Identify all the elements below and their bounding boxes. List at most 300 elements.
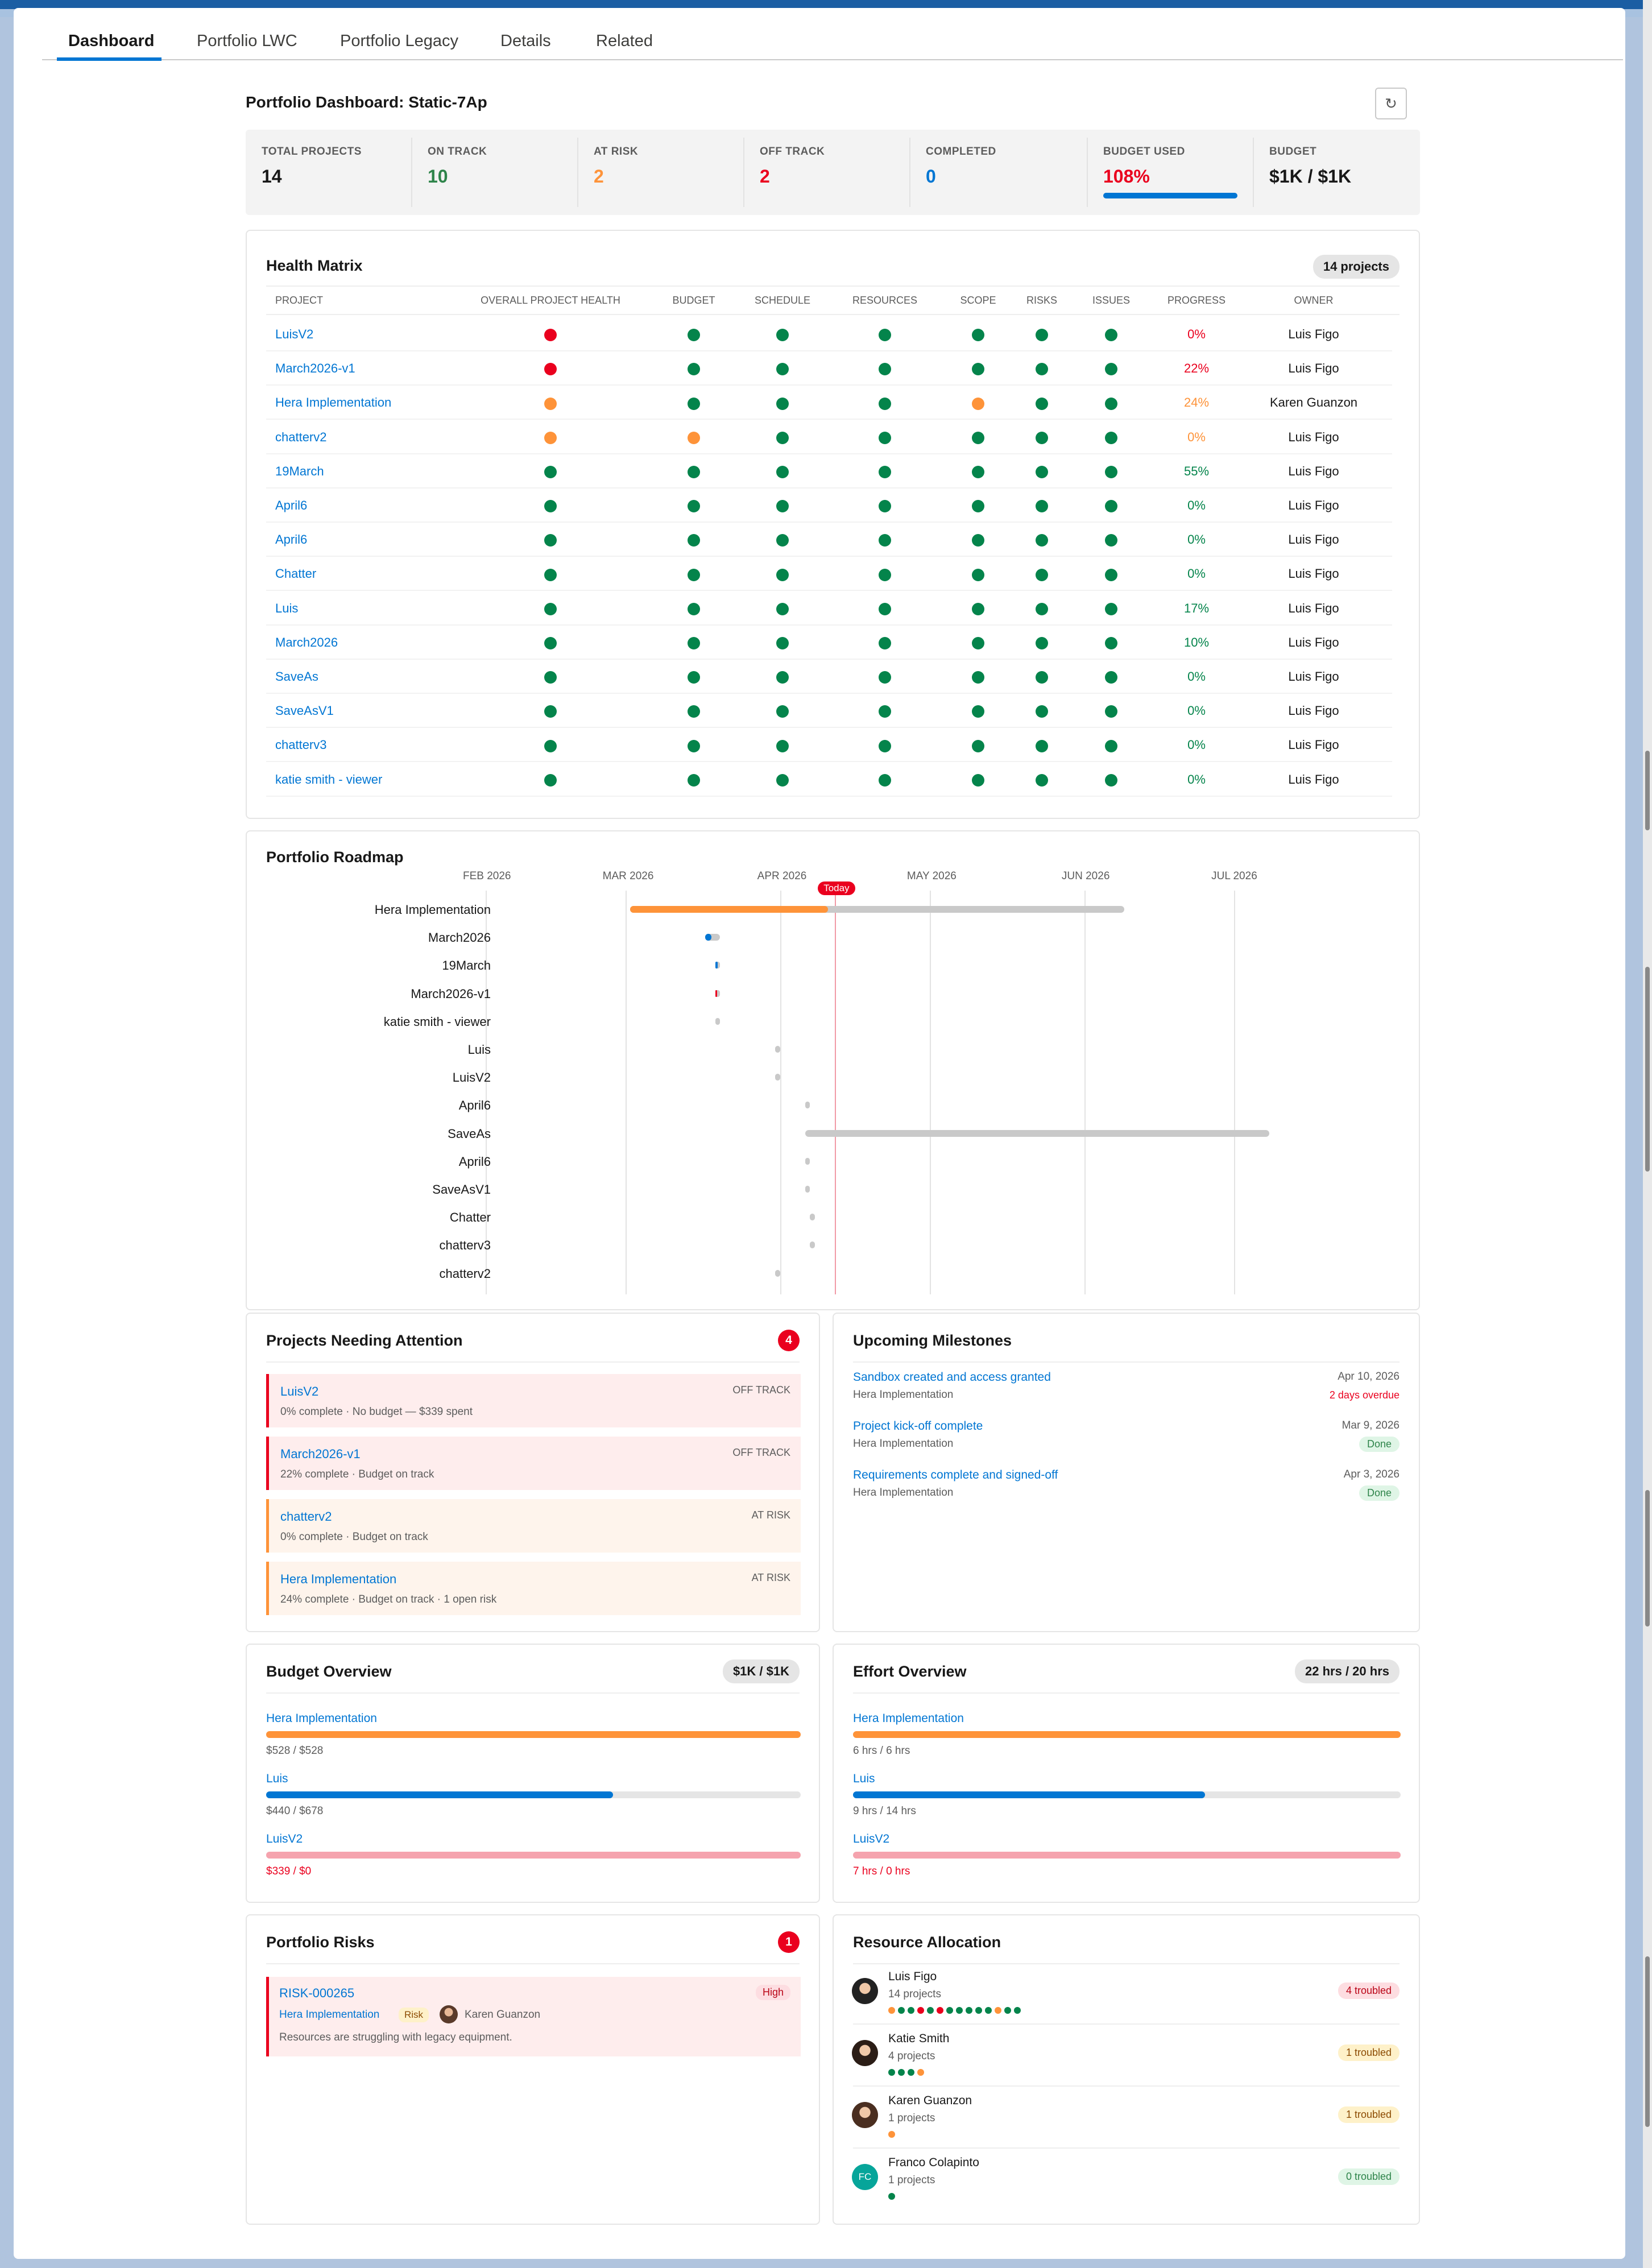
health-cell-overall-project-health bbox=[539, 489, 562, 523]
budget-used-progress-fill bbox=[1103, 193, 1237, 198]
status-dot-icon bbox=[985, 2007, 992, 2014]
health-cell-budget bbox=[682, 523, 705, 557]
health-cell-overall-project-health bbox=[539, 728, 562, 762]
status-dot-icon bbox=[972, 534, 984, 547]
status-dot-icon bbox=[972, 500, 984, 512]
status-dot-icon bbox=[544, 466, 557, 478]
health-cell-schedule bbox=[771, 694, 794, 728]
health-cell-overall-project-health bbox=[539, 351, 562, 386]
status-dot-icon bbox=[972, 637, 984, 649]
health-cell-schedule bbox=[771, 454, 794, 489]
health-cell-resources bbox=[873, 351, 896, 386]
health-cell-resources bbox=[873, 694, 896, 728]
status-dot-icon bbox=[879, 774, 891, 787]
status-dot-icon bbox=[544, 500, 557, 512]
stat-budget bbox=[1253, 130, 1420, 215]
tab-related[interactable]: Related bbox=[596, 32, 653, 50]
roadmap-bar[interactable] bbox=[805, 1186, 810, 1193]
project-link[interactable]: katie smith - viewer bbox=[275, 772, 383, 787]
divider bbox=[266, 1692, 800, 1694]
column-header-risks: RISKS bbox=[1026, 295, 1058, 306]
roadmap-bar[interactable] bbox=[775, 1074, 780, 1081]
status-dot-icon bbox=[776, 637, 789, 649]
roadmap-project-label: Hera Implementation bbox=[374, 903, 491, 917]
progress-value: 0% bbox=[1187, 532, 1206, 547]
status-dot-icon bbox=[1105, 398, 1117, 410]
project-link[interactable]: SaveAsV1 bbox=[275, 703, 334, 718]
status-dot-icon bbox=[898, 2069, 905, 2076]
health-cell-resources bbox=[873, 420, 896, 454]
roadmap-bar[interactable] bbox=[810, 1241, 815, 1248]
status-dot-icon bbox=[972, 705, 984, 718]
project-link[interactable]: Hera Implementation bbox=[275, 395, 392, 410]
page-title: Portfolio Dashboard: Static-7Ap bbox=[246, 93, 487, 111]
roadmap-bar[interactable] bbox=[715, 962, 721, 969]
status-dot-icon bbox=[888, 2007, 895, 2014]
effort-bar-track bbox=[853, 1731, 1401, 1738]
roadmap-bar[interactable] bbox=[805, 1158, 810, 1165]
month-label: MAY 2026 bbox=[906, 870, 957, 882]
health-cell-overall-project-health bbox=[539, 523, 562, 557]
budget-used-progress bbox=[1103, 193, 1237, 198]
health-cell-scope bbox=[967, 660, 989, 694]
health-cell-risks bbox=[1030, 351, 1053, 386]
table-row bbox=[266, 763, 1392, 797]
attention-project-link[interactable]: March2026-v1 bbox=[280, 1447, 361, 1461]
stat-value: 2 bbox=[760, 166, 770, 187]
status-dot-icon bbox=[1105, 466, 1117, 478]
progress-value: 0% bbox=[1187, 566, 1206, 581]
resource-name: Katie Smith bbox=[888, 2032, 950, 2045]
budget-project-link[interactable]: LuisV2 bbox=[266, 1832, 303, 1845]
status-dot-icon bbox=[908, 2007, 914, 2014]
health-cell-schedule bbox=[771, 557, 794, 591]
project-link[interactable]: March2026 bbox=[275, 635, 338, 649]
roadmap-bar-progress bbox=[715, 962, 718, 969]
health-cell-risks bbox=[1030, 557, 1053, 591]
vertical-scrollbar[interactable] bbox=[1643, 0, 1652, 2268]
health-cell-budget bbox=[682, 317, 705, 351]
health-cell-resources bbox=[873, 626, 896, 660]
health-cell-budget bbox=[682, 557, 705, 591]
health-cell-budget bbox=[682, 728, 705, 762]
progress-value: 0% bbox=[1187, 327, 1206, 341]
progress-value: 0% bbox=[1187, 429, 1206, 444]
health-cell-budget bbox=[682, 489, 705, 523]
status-dot-icon bbox=[1105, 671, 1117, 684]
table-row bbox=[266, 694, 1392, 728]
status-dot-icon bbox=[1004, 2007, 1011, 2014]
column-header-progress: PROGRESS bbox=[1167, 295, 1226, 306]
health-cell-resources bbox=[873, 660, 896, 694]
status-dot-icon bbox=[956, 2007, 963, 2014]
attention-project-link[interactable]: Hera Implementation bbox=[280, 1572, 397, 1586]
status-dot-icon bbox=[972, 740, 984, 752]
status-dot-icon bbox=[688, 569, 700, 581]
status-dot-icon bbox=[1105, 534, 1117, 547]
resource-health-dots bbox=[888, 2130, 898, 2138]
roadmap-bar[interactable] bbox=[630, 906, 1124, 913]
month-label: FEB 2026 bbox=[463, 870, 511, 882]
resource-allocation-card bbox=[833, 1914, 1420, 2225]
status-dot-icon bbox=[966, 2007, 972, 2014]
milestone-date: Apr 3, 2026 bbox=[1343, 1468, 1400, 1480]
troubled-count-badge: 1 troubled bbox=[1338, 2106, 1400, 2123]
attention-detail: 0% complete · No budget — $339 spent bbox=[280, 1406, 473, 1418]
milestone-project: Hera Implementation bbox=[853, 1389, 954, 1401]
attention-detail: 24% complete · Budget on track · 1 open risk bbox=[280, 1594, 497, 1605]
column-header-schedule: SCHEDULE bbox=[754, 295, 811, 306]
roadmap-bar[interactable] bbox=[775, 1270, 780, 1277]
column-header-issues: ISSUES bbox=[1092, 295, 1131, 306]
owner-name: Luis Figo bbox=[1288, 669, 1339, 684]
progress-value: 0% bbox=[1187, 703, 1206, 718]
health-cell-schedule bbox=[771, 386, 794, 420]
health-cell-issues bbox=[1100, 763, 1123, 797]
troubled-count-badge: 0 troubled bbox=[1338, 2168, 1400, 2185]
status-dot-icon bbox=[1105, 329, 1117, 341]
health-cell-scope bbox=[967, 317, 989, 351]
status-dot-icon bbox=[1105, 603, 1117, 615]
status-dot-icon bbox=[908, 2069, 914, 2076]
done-badge: Done bbox=[1359, 1485, 1400, 1501]
tab-portfolio-lwc[interactable]: Portfolio LWC bbox=[197, 32, 297, 50]
overdue-label: 2 days overdue bbox=[1329, 1389, 1400, 1401]
effort-value: 6 hrs / 6 hrs bbox=[853, 1745, 910, 1757]
resource-health-dots bbox=[888, 2068, 927, 2076]
attention-project-link[interactable]: chatterv2 bbox=[280, 1509, 332, 1524]
stat-divider bbox=[411, 138, 412, 207]
health-cell-overall-project-health bbox=[539, 626, 562, 660]
health-cell-risks bbox=[1030, 420, 1053, 454]
stat-label: OFF TRACK bbox=[760, 146, 825, 158]
health-cell-overall-project-health bbox=[539, 386, 562, 420]
status-dot-icon bbox=[776, 466, 789, 478]
status-dot-icon bbox=[1036, 534, 1048, 547]
portfolio-roadmap-card bbox=[246, 830, 1420, 1310]
stat-divider bbox=[1087, 138, 1088, 207]
health-cell-budget bbox=[682, 386, 705, 420]
status-dot-icon bbox=[879, 705, 891, 718]
effort-bar-track bbox=[853, 1852, 1401, 1859]
status-dot-icon bbox=[879, 740, 891, 752]
effort-value: 7 hrs / 0 hrs bbox=[853, 1865, 910, 1877]
today-line bbox=[835, 891, 836, 1294]
milestone-link[interactable]: Sandbox created and access granted bbox=[853, 1371, 1051, 1384]
health-cell-budget bbox=[682, 351, 705, 386]
effort-project-link[interactable]: LuisV2 bbox=[853, 1832, 890, 1845]
status-dot-icon bbox=[975, 2007, 982, 2014]
stat-value: 10 bbox=[428, 166, 448, 187]
project-link[interactable]: SaveAs bbox=[275, 669, 318, 684]
budget-total-badge: $1K / $1K bbox=[723, 1659, 800, 1683]
health-cell-schedule bbox=[771, 660, 794, 694]
effort-project-link[interactable]: Luis bbox=[853, 1772, 875, 1785]
risk-id-link[interactable]: RISK-000265 bbox=[279, 1986, 355, 2000]
month-label: JUL 2026 bbox=[1211, 870, 1257, 882]
avatar: FC bbox=[852, 2164, 878, 2190]
milestone-link[interactable]: Project kick-off complete bbox=[853, 1419, 983, 1433]
roadmap-bar[interactable] bbox=[805, 1102, 810, 1108]
budget-project-link[interactable]: Luis bbox=[266, 1772, 288, 1785]
health-cell-overall-project-health bbox=[539, 694, 562, 728]
status-dot-icon bbox=[879, 363, 891, 375]
health-matrix-card bbox=[246, 230, 1420, 819]
status-dot-icon bbox=[879, 432, 891, 444]
status-dot-icon bbox=[898, 2007, 905, 2014]
health-cell-risks bbox=[1030, 523, 1053, 557]
owner-name: Luis Figo bbox=[1288, 772, 1339, 787]
roadmap-bar[interactable] bbox=[715, 1018, 721, 1025]
column-header-scope: SCOPE bbox=[960, 295, 996, 306]
owner-name: Karen Guanzon bbox=[1269, 395, 1358, 410]
summary-stats-bar bbox=[246, 130, 1420, 215]
project-link[interactable]: Chatter bbox=[275, 566, 317, 581]
owner-name: Luis Figo bbox=[1288, 498, 1339, 512]
attention-status: OFF TRACK bbox=[732, 1384, 790, 1396]
status-dot-icon bbox=[1036, 740, 1048, 752]
status-dot-icon bbox=[946, 2007, 953, 2014]
health-cell-issues bbox=[1100, 557, 1123, 591]
stat-on-track bbox=[412, 130, 578, 215]
resource-health-dots bbox=[888, 2006, 1024, 2014]
health-cell-issues bbox=[1100, 523, 1123, 557]
table-row bbox=[266, 386, 1392, 420]
stat-label: TOTAL PROJECTS bbox=[262, 146, 362, 158]
health-cell-budget bbox=[682, 454, 705, 489]
status-dot-icon bbox=[879, 671, 891, 684]
status-dot-icon bbox=[879, 569, 891, 581]
project-link[interactable]: March2026-v1 bbox=[275, 361, 355, 376]
health-cell-budget bbox=[682, 420, 705, 454]
stat-divider bbox=[577, 138, 578, 207]
attention-detail: 0% complete · Budget on track bbox=[280, 1531, 428, 1543]
risk-type-tag: Risk bbox=[399, 2008, 429, 2022]
portfolio-risks-card bbox=[246, 1914, 820, 2225]
budget-bar-fill bbox=[266, 1731, 801, 1738]
tab-portfolio-legacy[interactable]: Portfolio Legacy bbox=[340, 32, 458, 50]
health-cell-resources bbox=[873, 317, 896, 351]
health-cell-resources bbox=[873, 763, 896, 797]
health-cell-risks bbox=[1030, 763, 1053, 797]
status-dot-icon bbox=[879, 534, 891, 547]
health-cell-scope bbox=[967, 523, 989, 557]
health-cell-issues bbox=[1100, 489, 1123, 523]
status-dot-icon bbox=[688, 637, 700, 649]
status-dot-icon bbox=[972, 329, 984, 341]
attention-detail: 22% complete · Budget on track bbox=[280, 1468, 434, 1480]
status-dot-icon bbox=[972, 432, 984, 444]
status-dot-icon bbox=[776, 329, 789, 341]
roadmap-bar-progress bbox=[715, 990, 718, 997]
health-cell-resources bbox=[873, 523, 896, 557]
troubled-count-badge: 1 troubled bbox=[1338, 2044, 1400, 2061]
month-gridline bbox=[626, 891, 627, 1294]
divider bbox=[853, 1692, 1400, 1694]
attention-status: OFF TRACK bbox=[732, 1447, 790, 1458]
projects-needing-attention-card bbox=[246, 1313, 820, 1632]
roadmap-project-label: April6 bbox=[458, 1154, 491, 1169]
status-dot-icon bbox=[1036, 500, 1048, 512]
attention-item bbox=[266, 1562, 801, 1615]
owner-name: Luis Figo bbox=[1288, 327, 1339, 341]
health-cell-risks bbox=[1030, 694, 1053, 728]
status-dot-icon bbox=[972, 774, 984, 787]
table-row bbox=[266, 317, 1392, 351]
project-link[interactable]: LuisV2 bbox=[275, 327, 314, 341]
status-dot-icon bbox=[688, 534, 700, 547]
status-dot-icon bbox=[972, 603, 984, 615]
status-dot-icon bbox=[1036, 603, 1048, 615]
status-dot-icon bbox=[688, 432, 700, 444]
roadmap-project-label: chatterv2 bbox=[439, 1266, 491, 1281]
project-link[interactable]: April6 bbox=[275, 532, 308, 547]
health-cell-risks bbox=[1030, 317, 1053, 351]
health-cell-scope bbox=[967, 694, 989, 728]
attention-item bbox=[266, 1374, 801, 1427]
milestone-project: Hera Implementation bbox=[853, 1487, 954, 1499]
status-dot-icon bbox=[1036, 671, 1048, 684]
owner-avatar bbox=[440, 2005, 458, 2023]
roadmap-bar[interactable] bbox=[810, 1214, 815, 1220]
resource-project-count: 1 projects bbox=[888, 2112, 935, 2124]
budget-overview-card bbox=[246, 1644, 820, 1903]
status-dot-icon bbox=[776, 569, 789, 581]
health-cell-risks bbox=[1030, 489, 1053, 523]
table-row bbox=[266, 523, 1392, 557]
roadmap-title: Portfolio Roadmap bbox=[266, 849, 404, 866]
effort-overview-card bbox=[833, 1644, 1420, 1903]
stat-value: 108% bbox=[1103, 166, 1150, 187]
project-count-badge: 14 projects bbox=[1313, 255, 1400, 279]
project-link[interactable]: Luis bbox=[275, 601, 299, 615]
status-dot-icon bbox=[544, 705, 557, 718]
tab-bar bbox=[42, 8, 1623, 60]
health-cell-scope bbox=[967, 626, 989, 660]
roadmap-bar-progress bbox=[630, 906, 827, 913]
status-dot-icon bbox=[776, 363, 789, 375]
roadmap-project-label: March2026-v1 bbox=[411, 986, 491, 1001]
month-gridline bbox=[780, 891, 781, 1294]
status-dot-icon bbox=[888, 2069, 895, 2076]
status-dot-icon bbox=[1105, 569, 1117, 581]
status-dot-icon bbox=[1105, 705, 1117, 718]
status-dot-icon bbox=[544, 603, 557, 615]
milestone-date: Mar 9, 2026 bbox=[1342, 1419, 1400, 1431]
roadmap-project-label: SaveAs bbox=[448, 1126, 491, 1141]
stat-at-risk bbox=[578, 130, 744, 215]
resource-project-count: 14 projects bbox=[888, 1988, 941, 2000]
project-link[interactable]: chatterv3 bbox=[275, 738, 327, 752]
health-cell-overall-project-health bbox=[539, 454, 562, 489]
header-divider bbox=[266, 314, 1400, 315]
health-cell-schedule bbox=[771, 351, 794, 386]
status-dot-icon bbox=[917, 2069, 924, 2076]
progress-value: 22% bbox=[1183, 361, 1210, 376]
status-dot-icon bbox=[1014, 2007, 1021, 2014]
health-cell-budget bbox=[682, 694, 705, 728]
status-dot-icon bbox=[688, 466, 700, 478]
resource-project-count: 4 projects bbox=[888, 2050, 935, 2062]
stat-divider bbox=[1253, 138, 1254, 207]
project-link[interactable]: chatterv2 bbox=[275, 429, 327, 444]
budget-bar-track bbox=[266, 1852, 801, 1859]
risks-title: Portfolio Risks bbox=[266, 1934, 375, 1951]
attention-title: Projects Needing Attention bbox=[266, 1332, 463, 1349]
owner-name: Luis Figo bbox=[1288, 738, 1339, 752]
status-dot-icon bbox=[544, 534, 557, 547]
divider bbox=[266, 1963, 800, 1964]
stat-label: COMPLETED bbox=[926, 146, 996, 158]
table-row bbox=[266, 557, 1392, 591]
budget-value: $339 / $0 bbox=[266, 1865, 312, 1877]
status-dot-icon bbox=[1036, 363, 1048, 375]
health-cell-resources bbox=[873, 489, 896, 523]
health-cell-schedule bbox=[771, 317, 794, 351]
status-dot-icon bbox=[688, 705, 700, 718]
status-dot-icon bbox=[776, 671, 789, 684]
milestone-link[interactable]: Requirements complete and signed-off bbox=[853, 1468, 1058, 1481]
project-link[interactable]: 19March bbox=[275, 463, 324, 478]
health-cell-issues bbox=[1100, 728, 1123, 762]
roadmap-bar-progress bbox=[705, 934, 711, 941]
owner-name: Luis Figo bbox=[1288, 463, 1339, 478]
refresh-button[interactable] bbox=[1375, 88, 1407, 119]
status-dot-icon bbox=[1105, 740, 1117, 752]
roadmap-bar[interactable] bbox=[705, 934, 720, 941]
status-dot-icon bbox=[1105, 363, 1117, 375]
active-tab-indicator bbox=[57, 57, 162, 61]
status-dot-icon bbox=[927, 2007, 934, 2014]
stat-completed bbox=[910, 130, 1087, 215]
done-badge: Done bbox=[1359, 1437, 1400, 1452]
progress-value: 0% bbox=[1187, 669, 1206, 684]
roadmap-bar[interactable] bbox=[715, 990, 721, 997]
effort-project-link[interactable]: Hera Implementation bbox=[853, 1712, 964, 1725]
health-cell-scope bbox=[967, 557, 989, 591]
tab-dashboard[interactable]: Dashboard bbox=[68, 32, 155, 50]
budget-project-link[interactable]: Hera Implementation bbox=[266, 1712, 377, 1725]
tab-details[interactable]: Details bbox=[500, 32, 551, 50]
project-link[interactable]: April6 bbox=[275, 498, 308, 512]
risk-project-link[interactable]: Hera Implementation bbox=[279, 2009, 380, 2021]
health-cell-schedule bbox=[771, 728, 794, 762]
status-dot-icon bbox=[776, 432, 789, 444]
divider bbox=[853, 1963, 1400, 1964]
month-gridline bbox=[1234, 891, 1235, 1294]
status-dot-icon bbox=[972, 466, 984, 478]
stat-value: 14 bbox=[262, 166, 282, 187]
health-cell-overall-project-health bbox=[539, 660, 562, 694]
attention-project-link[interactable]: LuisV2 bbox=[280, 1384, 319, 1398]
roadmap-bar[interactable] bbox=[775, 1046, 780, 1053]
health-cell-scope bbox=[967, 591, 989, 626]
health-cell-issues bbox=[1100, 351, 1123, 386]
month-gridline bbox=[1084, 891, 1086, 1294]
stat-label: ON TRACK bbox=[428, 146, 487, 158]
roadmap-bar[interactable] bbox=[805, 1130, 1269, 1137]
health-cell-overall-project-health bbox=[539, 420, 562, 454]
roadmap-project-label: 19March bbox=[442, 958, 491, 973]
table-row bbox=[266, 420, 1392, 454]
progress-value: 55% bbox=[1183, 463, 1210, 478]
health-cell-budget bbox=[682, 591, 705, 626]
stat-total-projects bbox=[246, 130, 412, 215]
status-dot-icon bbox=[995, 2007, 1001, 2014]
stat-budget-used bbox=[1087, 130, 1253, 215]
health-cell-scope bbox=[967, 454, 989, 489]
roadmap-project-label: chatterv3 bbox=[439, 1238, 491, 1253]
